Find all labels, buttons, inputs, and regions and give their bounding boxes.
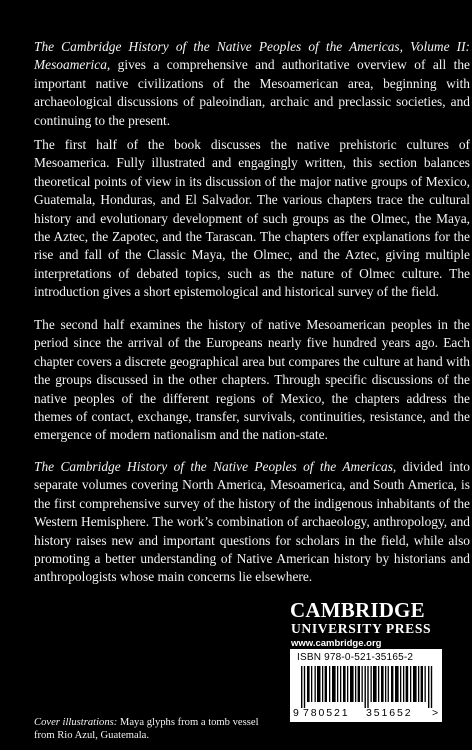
blurb-paragraph-2: The first half of the book discusses the native prehistoric cultures of Mesoamerica. Fully illustrated and engagingly written, this section balances theoretical points of view in its discussion of the major native groups of Mexico, Guatemala, Honduras, and El Salvador. The various chapters trace the cultural history and evolutionary development of such groups as the Olmec, the Maya, the Aztec, the Zapotec, and the Tarascan. The chapters offer explanations for the rise and fall of the Classic Maya, the Olmec, and the Aztec, giving multiple interpretations of debated topics, such as the nature of Olmec culture. The introduction gives a short epistemological and historical survey of the field. xyxy=(34,137,470,300)
series-title-italic-2: The Cambridge History of the Native Peoples of the Americas, xyxy=(34,459,397,474)
barcode-bars xyxy=(301,666,433,708)
blurb-paragraph-1-text: gives a comprehensive and authoritative overview of all the important native civilizations of the Mesoamerican area, beginning with archaeological discussions of paleoindian, archaic and preclassic societies, and continuing to the present. xyxy=(34,57,470,128)
blurb-paragraph-3: The second half examines the history of native Mesoamerican peoples in the period since the arrival of the Europeans nearly five hundred years ago. Each chapter covers a discrete geographical area but compares the culture at hand with the groups discussed in the other chapters. Through specific discussions of the native peoples of the different regions of Mexico, the chapters address the themes of contact, exchange, transfer, survivals, continuities, resistance, and the emergence of modern nationalism and the nation-state. xyxy=(34,317,470,443)
cover-credit-text: Maya glyphs from a tomb vessel from Rio Azul, Guatemala. xyxy=(34,717,259,741)
barcode-digit-first: 9 xyxy=(293,707,299,719)
cover-credit-label: Cover illustrations: xyxy=(34,717,118,728)
series-title-italic: The Cambridge History of the Native Peoples of the Americas, Volume II: Mesoamerica, xyxy=(34,39,470,73)
cover-credit xyxy=(34,716,264,742)
publisher-press: UNIVERSITY PRESS xyxy=(291,621,432,636)
blurb-paragraph-4-text: divided into separate volumes covering North America, Mesoamerica, and South America, is the first comprehensive survey of the history of the indigenous inhabitants of the Western Hemisphere. The work’s combination of archaeology, anthropology, and history raises new and important questions for scholars in the field, while also promoting a better understanding of Native American history by historians and anthropologists whose main concerns lie elsewhere. xyxy=(34,459,470,585)
isbn-label: ISBN 978-0-521-35165-2 xyxy=(297,652,414,663)
barcode-block xyxy=(290,649,442,722)
blurb-paragraph-4 xyxy=(34,458,470,587)
publisher-url: www.cambridge.org xyxy=(291,638,382,649)
blurb-paragraph-1 xyxy=(34,38,470,130)
barcode-digits-right: 351652 xyxy=(366,707,413,719)
publisher-name: CAMBRIDGE xyxy=(290,598,425,622)
barcode-digits-left: 780521 xyxy=(303,707,350,719)
publisher-logo xyxy=(290,599,450,651)
barcode-end-marker: > xyxy=(432,707,439,719)
